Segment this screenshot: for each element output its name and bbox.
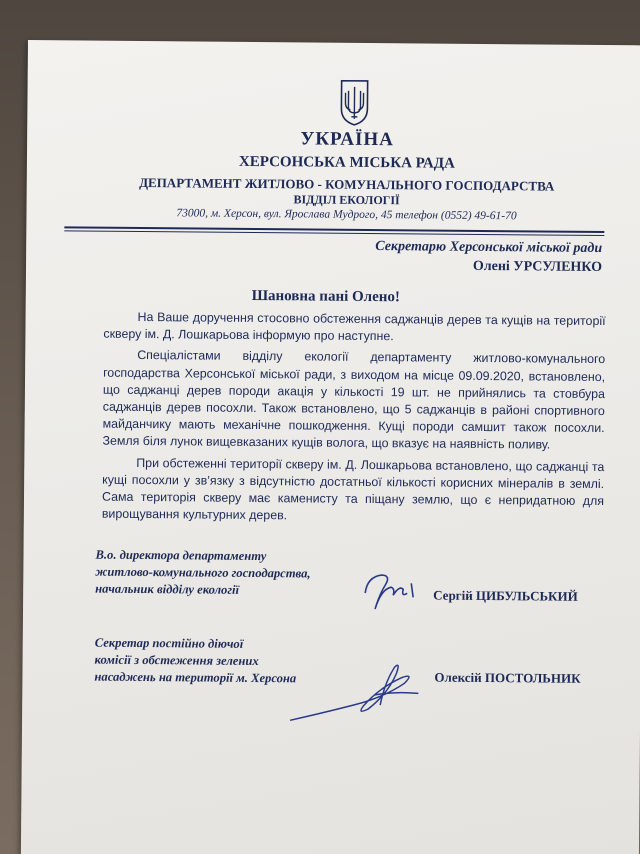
body-paragraph-1: На Ваше доручення стосовно обстеження саджанців дерев та кущів на території скверу ім. Д. Лошкарьова інформую про наступне. xyxy=(103,309,606,344)
signer-1-name: Сергій ЦИБУЛЬСЬКИЙ xyxy=(433,587,578,604)
trident-coat-of-arms-icon xyxy=(339,79,369,127)
body-paragraph-3: При обстеженні території скверу ім. Д. Лошкарьова встановлено, що саджанці та кущі посохли у зв’язку з відсутністю достатньої кількості корисних мінералів в землі. Сама територія скверу має каменисту та піщану землю, що є непридатною для вирощування культурних дерев. xyxy=(101,455,605,523)
greeting: Шановна пані Олено! xyxy=(251,287,400,306)
letter-body xyxy=(102,309,606,532)
signer-1-title-line: начальник відділу екології xyxy=(95,581,240,597)
signer-2-title-line: насаджень на території м. Херсона xyxy=(94,669,297,686)
signer-1-title-line: В.о. директора департаменту xyxy=(95,547,267,564)
signature-2-icon xyxy=(284,642,425,733)
body-paragraph-2: Спеціалістами відділу екології департаменту житлово-комунального господарства Херсонської міської ради, з виходом на місце 09.09.2020, встановлено, що саджанці дерев породи акація у кількості 19 шт. не прийнялись та стовбура саджанців дерев посохли. Також встановлено, що 5 саджанців в районі спортивного майданчику мають механічне пошкодження. Кущі породи самшит також посохли. Земля біля лунок вищевказаних кущів волога, що вказує на наявність поливу. xyxy=(102,348,606,452)
recipient-line-2: Олені УРСУЛЕНКО xyxy=(472,258,603,276)
signer-2-title-line: Секретар постійно діючої xyxy=(94,635,244,651)
letter-sheet xyxy=(21,40,640,854)
signature-1-icon xyxy=(357,563,428,624)
signer-1-title-line: житлово-комунального господарства, xyxy=(95,564,311,581)
signer-2-title xyxy=(94,635,296,688)
recipient-line-1: Секретарю Херсонської міської ради xyxy=(375,239,603,257)
address-line: 73000, м. Херсон, вул. Ярослава Мудрого, 45 телефон (0552) 49-61-70 xyxy=(176,207,517,223)
signer-2-name: Олексій ПОСТОЛЬНИК xyxy=(434,669,581,686)
country-heading: УКРАЇНА xyxy=(300,128,394,151)
signer-1-title xyxy=(95,547,311,600)
department-heading: ДЕПАРТАМЕНТ ЖИТЛОВО - КОМУНАЛЬНОГО ГОСПОДАРСТВА xyxy=(139,174,555,194)
division-heading: ВІДДІЛ ЕКОЛОГІЇ xyxy=(293,192,400,208)
council-heading: ХЕРСОНСЬКА МІСЬКА РАДА xyxy=(238,153,456,172)
signer-2-title-line: комісії з обстеження зелених xyxy=(94,652,259,669)
